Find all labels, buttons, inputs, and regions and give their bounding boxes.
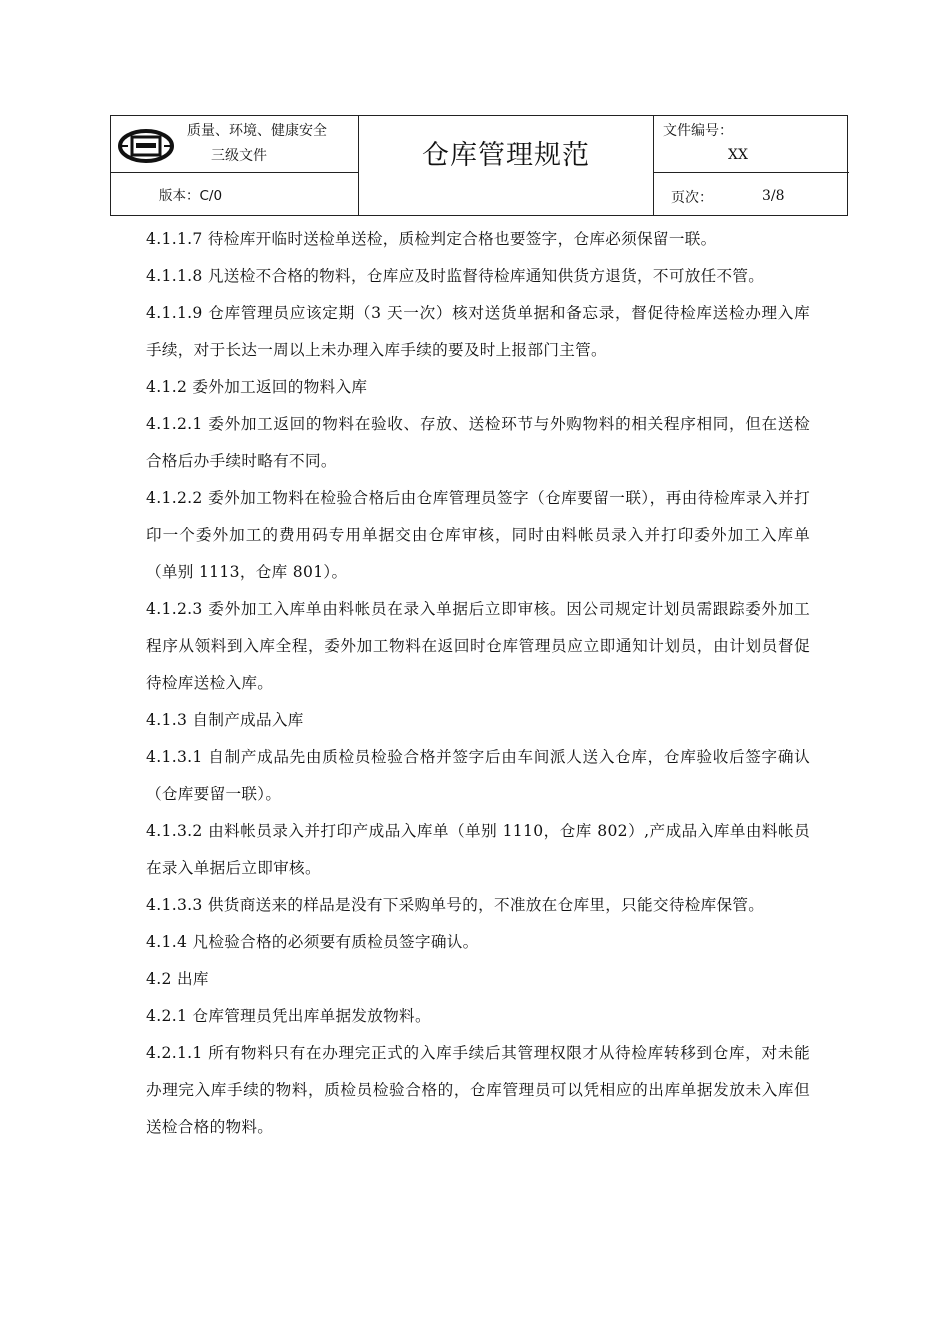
paragraph: 4.1.4 凡检验合格的必须要有质检员签字确认。 — [146, 933, 479, 951]
page-label: 页次： — [671, 190, 713, 206]
paragraph: 4.1.1.7 待检库开临时送检单送检，质检判定合格也要签字，仓库必须保留一联。 — [146, 230, 717, 248]
section-heading: 4.1.3 自制产成品入库 — [146, 711, 304, 729]
page-number: 3/8 — [762, 188, 785, 204]
paragraph: 4.1.3.2 由料帐员录入并打印产成品入库单（单别 1110，仓库 802）,产成品入库单由料帐员在录入单据后立即审核。 — [146, 822, 810, 877]
doc-number-value: XX — [728, 147, 748, 163]
paragraph: 4.1.1.9 仓库管理员应该定期（3 天一次）核对送货单据和备忘录，督促待检库送检办理入库手续，对于长达一周以上未办理入库手续的要及时上报部门主管。 — [146, 304, 810, 359]
version-label: 版本：C/0 — [159, 188, 223, 204]
document-title: 仓库管理规范 — [422, 140, 590, 171]
paragraph: 4.1.3.3 供货商送来的样品是没有下采购单号的，不准放在仓库里，只能交待检库保管。 — [146, 896, 765, 914]
document-body — [146, 221, 810, 1146]
org-line-2: 三级文件 — [211, 148, 267, 164]
header-divider — [111, 172, 358, 173]
document-header-table — [110, 115, 848, 216]
org-line-1: 质量、环境、健康安全 — [187, 123, 327, 139]
paragraph: 4.1.2.2 委外加工物料在检验合格后由仓库管理员签字（仓库要留一联），再由待检库录入并打印一个委外加工的费用码专用单据交由仓库审核，同时由料帐员录入并打印委外加工入库单（单别 1113，仓库 801）。 — [146, 489, 810, 581]
section-heading: 4.2.1 仓库管理员凭出库单据发放物料。 — [146, 1007, 431, 1025]
paragraph: 4.1.2.1 委外加工返回的物料在验收、存放、送检环节与外购物料的相关程序相同，但在送检合格后办手续时略有不同。 — [146, 415, 810, 470]
header-divider — [653, 116, 654, 215]
paragraph: 4.2.1.1 所有物料只有在办理完正式的入库手续后其管理权限才从待检库转移到仓库，对未能办理完入库手续的物料，质检员检验合格的，仓库管理员可以凭相应的出库单据发放未入库但送检合格的物料。 — [146, 1044, 810, 1136]
paragraph: 4.1.2.3 委外加工入库单由料帐员在录入单据后立即审核。因公司规定计划员需跟踪委外加工程序从领料到入库全程，委外加工物料在返回时仓库管理员应立即通知计划员，由计划员督促待检库送检入库。 — [146, 600, 810, 692]
paragraph: 4.1.3.1 自制产成品先由质检员检验合格并签字后由车间派人送入仓库，仓库验收后签字确认（仓库要留一联）。 — [146, 748, 810, 803]
doc-number-label: 文件编号： — [663, 123, 733, 139]
company-logo — [117, 126, 175, 166]
header-divider — [653, 172, 849, 173]
section-heading: 4.2 出库 — [146, 970, 209, 988]
section-heading: 4.1.2 委外加工返回的物料入库 — [146, 378, 368, 396]
paragraph: 4.1.1.8 凡送检不合格的物料，仓库应及时监督待检库通知供货方退货，不可放任不管。 — [146, 267, 765, 285]
